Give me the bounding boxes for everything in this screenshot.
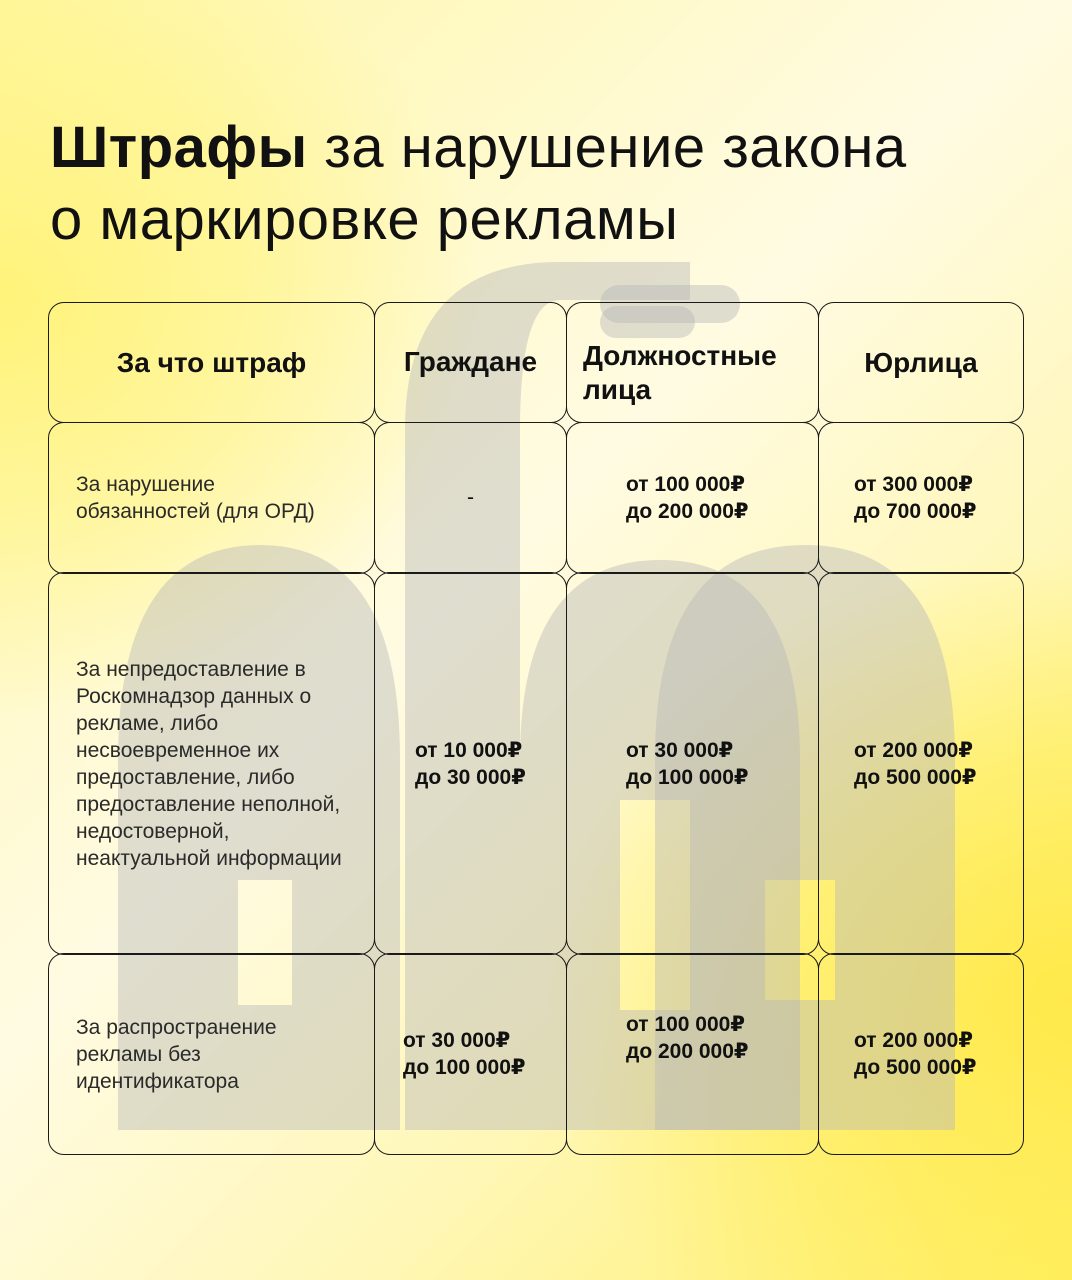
row2-officials-to: до 100 000₽	[626, 765, 749, 789]
row2-reason	[48, 572, 375, 955]
header-reason-label: За что штраф	[116, 346, 307, 378]
row1-legal	[818, 422, 1024, 574]
row1-officials-to: до 200 000₽	[626, 500, 749, 523]
header-citizens	[374, 302, 567, 423]
header-citizens-label: Граждане	[403, 346, 538, 377]
row1-reason-text: За нарушение обязанностей (для ОРД)	[76, 473, 315, 523]
row3-officials-to: до 200 000₽	[626, 1040, 749, 1063]
row2-reason-text: За непредоставление в Роскомнадзор данных о рекламе, либо несвоевременное их предоставление, либо предоставление неполной, недостоверной, неактуальной информации	[76, 657, 342, 870]
row1-legal-to: до 700 000₽	[854, 500, 977, 523]
row1-legal-from: от 300 000₽	[854, 473, 973, 496]
header-legal	[818, 302, 1024, 423]
row2-citizens	[374, 572, 567, 955]
header-legal-label: Юрлица	[864, 346, 978, 378]
row2-legal-to: до 500 000₽	[854, 765, 977, 789]
row1-citizens-value: -	[467, 486, 474, 509]
fines-table	[48, 302, 1024, 1155]
row1-citizens	[374, 422, 567, 574]
row1-officials	[566, 422, 819, 574]
row1-reason	[48, 422, 375, 574]
row2-citizens-to: до 30 000₽	[415, 765, 526, 789]
row2-legal-from: от 200 000₽	[854, 738, 973, 762]
row3-citizens	[374, 953, 567, 1155]
row2-officials	[566, 572, 819, 955]
title-line2: о маркировке рекламы	[50, 187, 679, 252]
page-title	[50, 112, 907, 256]
header-reason	[48, 302, 375, 423]
title-rest: за нарушение закона	[307, 115, 907, 180]
row3-officials	[566, 953, 819, 1155]
row3-reason	[48, 953, 375, 1155]
row3-officials-from: от 100 000₽	[626, 1013, 745, 1036]
row3-legal	[818, 953, 1024, 1155]
header-officials-label: Должностные лица	[583, 339, 777, 405]
row2-legal	[818, 572, 1024, 955]
row2-citizens-from: от 10 000₽	[415, 738, 523, 762]
row1-officials-from: от 100 000₽	[626, 473, 745, 496]
row3-citizens-from: от 30 000₽	[403, 1029, 511, 1052]
row3-legal-to: до 500 000₽	[854, 1056, 977, 1079]
title-bold: Штрафы	[50, 115, 308, 180]
header-officials	[566, 302, 819, 423]
row3-citizens-to: до 100 000₽	[403, 1056, 526, 1079]
row2-officials-from: от 30 000₽	[626, 738, 734, 762]
row3-legal-from: от 200 000₽	[854, 1029, 973, 1052]
row3-reason-text: За распространение рекламы без идентификатора	[76, 1015, 277, 1093]
